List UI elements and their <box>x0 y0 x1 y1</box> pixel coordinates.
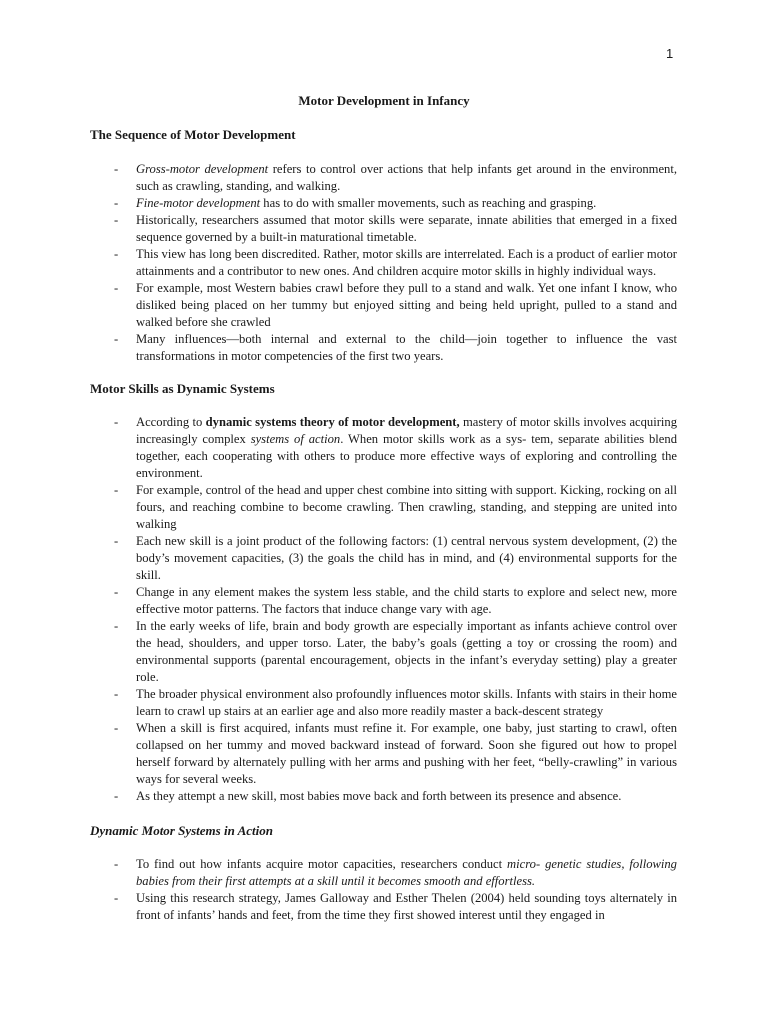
section-list-sequence <box>0 161 677 365</box>
bullet-item <box>0 212 677 246</box>
italic-text: systems of action <box>250 432 341 446</box>
bullet-text: Historically, researchers assumed that motor skills were separate, innate abilities that emerged in a fixed sequence governed by a built-in maturational timetable. <box>136 213 677 244</box>
section-list-in-action <box>0 856 677 924</box>
bullet-text: The broader physical environment also profoundly influences motor skills. Infants with stairs in their home learn to crawl up stairs at an earlier age and also more readily master a back-descent strategy <box>136 687 677 718</box>
bullet-item <box>0 195 677 212</box>
bullet-dash: - <box>114 196 119 210</box>
bullet-item <box>0 584 677 618</box>
bullet-dash: - <box>114 213 119 227</box>
bullet-dash: - <box>114 585 119 599</box>
bullet-dash: - <box>114 687 119 701</box>
bullet-dash: - <box>114 534 119 548</box>
bullet-dash: - <box>114 415 119 429</box>
page-number: 1 <box>666 46 674 61</box>
bullet-dash: - <box>114 483 119 497</box>
bullet-item <box>0 331 677 365</box>
bullet-text: This view has long been discredited. Rather, motor skills are interrelated. Each is a product of earlier motor attainments and a contributor to new ones. And children acquire motor skills in highly individual ways. <box>136 247 677 278</box>
document-title: Motor Development in Infancy <box>298 93 470 108</box>
bullet-text: has to do with smaller movements, such as reaching and grasping. <box>260 196 597 210</box>
bullet-item <box>0 280 677 331</box>
bullet-text: For example, control of the head and upper chest combine into sitting with support. Kicking, rocking on all fours, and reaching combine to become crawling. Then crawling, standing, and stepping are united into walking <box>136 483 677 531</box>
bullet-text: According to <box>136 415 206 429</box>
bullet-item <box>0 890 677 924</box>
bullet-text: To find out how infants acquire motor capacities, researchers conduct <box>136 857 508 871</box>
bullet-item <box>0 720 677 788</box>
bullet-text: Many influences—both internal and external to the child—join together to influence the vast transformations in motor competencies of the first two years. <box>136 332 677 363</box>
bullet-dash: - <box>114 891 119 905</box>
bullet-dash: - <box>114 332 119 346</box>
bullet-dash: - <box>114 162 119 176</box>
bullet-text: refers to control over actions that help infants get around in the environment, such as crawling, standing, and walking. <box>136 162 678 193</box>
section-heading-sequence: The Sequence of Motor Development <box>90 127 296 142</box>
bullet-dash: - <box>114 247 119 261</box>
bullet-text: Change in any element makes the system less stable, and the child starts to explore and select new, more effective motor patterns. The factors that induce change vary with age. <box>136 585 677 616</box>
bullet-dash: - <box>114 721 119 735</box>
bold-text: dynamic systems theory of motor development, <box>205 415 460 429</box>
bullet-dash: - <box>114 789 119 803</box>
bullet-item <box>0 856 677 890</box>
section-heading-in-action: Dynamic Motor Systems in Action <box>90 823 273 838</box>
bullet-item <box>0 533 677 584</box>
bullet-item <box>0 788 677 805</box>
bullet-dash: - <box>114 281 119 295</box>
bullet-dash: - <box>114 619 119 633</box>
bullet-text: Each new skill is a joint product of the following factors: (1) central nervous system development, (2) the body’s movement capacities, (3) the goals the child has in mind, and (4) environmental supports for the skill. <box>136 534 677 582</box>
bullet-item <box>0 686 677 720</box>
bullet-text: Using this research strategy, James Galloway and Esther Thelen (2004) held sounding toys alternately in front of infants’ hands and feet, from the time they first showed interest until they engaged in <box>136 891 677 922</box>
bullet-item <box>0 246 677 280</box>
bullet-text: . When motor skills work as a sys- tem, separate abilities blend together, each cooperating with others to produce more effective ways of exploring and controlling the environment. <box>136 432 677 480</box>
section-list-dynamic-systems <box>0 414 677 805</box>
bullet-item <box>0 414 677 482</box>
bullet-item <box>0 161 677 195</box>
italic-text: Gross-motor development <box>136 162 269 176</box>
section-heading-dynamic-systems: Motor Skills as Dynamic Systems <box>90 381 275 396</box>
bullet-text: As they attempt a new skill, most babies move back and forth between its presence and absence. <box>136 789 622 803</box>
italic-text: Fine-motor development <box>136 196 261 210</box>
bullet-text: In the early weeks of life, brain and body growth are especially important as infants achieve control over the head, shoulders, and upper torso. Later, the baby’s goals (getting a toy or crossing the room) and environmental supports (parental encouragement, objects in the infant’s everyday setting) play a greater role. <box>136 619 677 684</box>
bullet-text: When a skill is first acquired, infants must refine it. For example, one baby, just starting to crawl, often collapsed on her tummy and moved backward instead of forward. Soon she figured out how to propel herself forward by alternately pulling with her arms and pushing with her feet, “belly-crawling” in various ways for several weeks. <box>136 721 677 786</box>
bullet-dash: - <box>114 857 119 871</box>
italic-text: micro- genetic studies, following babies from their first attempts at a skill until it becomes smooth and effortless. <box>136 857 677 888</box>
bullet-text: For example, most Western babies crawl before they pull to a stand and walk. Yet one infant I know, who disliked being placed on her tummy but enjoyed sitting and being held upright, pulled to a stand and walked before she crawled <box>136 281 677 329</box>
bullet-text: mastery of motor skills involves acquiring increasingly complex <box>136 415 677 446</box>
bullet-item <box>0 618 677 686</box>
bullet-item <box>0 482 677 533</box>
